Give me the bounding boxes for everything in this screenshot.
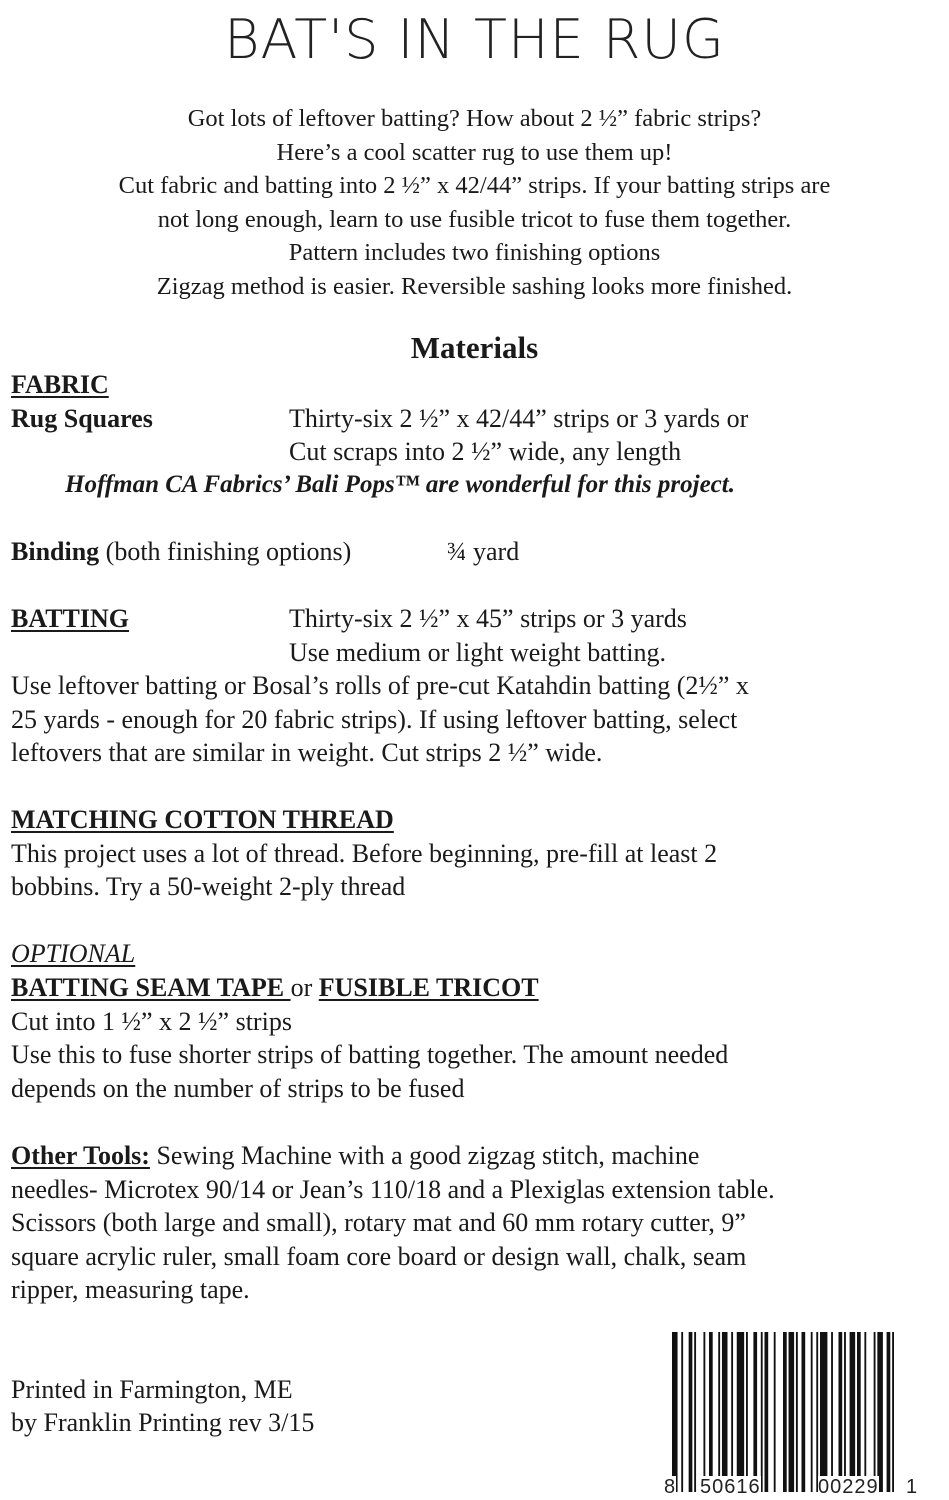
barcode-bar <box>718 1332 720 1492</box>
barcode-bar <box>789 1332 795 1492</box>
materials-heading: Materials <box>410 330 539 365</box>
batting-heading: BATTING <box>11 604 129 633</box>
barcode-bar <box>839 1332 843 1492</box>
tools-line: square acrylic ruler, small foam core board or design wall, chalk, seam <box>11 1242 747 1271</box>
other-tools-label: Other Tools: <box>11 1141 150 1170</box>
barcode-bar <box>761 1332 763 1492</box>
barcode-left-group: 50616 <box>700 1476 761 1498</box>
barcode-bar <box>737 1332 744 1492</box>
batting-seam-tape-label: BATTING SEAM TAPE <box>11 973 291 1002</box>
intro-line: Zigzag method is easier. Reversible sashing looks more finished. <box>156 272 793 300</box>
binding-row <box>11 537 611 567</box>
optional-note-line: Cut into 1 ½” x 2 ½” strips <box>11 1007 292 1036</box>
barcode-bar <box>892 1332 894 1492</box>
barcode-bar <box>857 1332 861 1492</box>
thread-note-line: bobbins. Try a 50-weight 2-ply thread <box>11 872 406 901</box>
batting-note-line: leftovers that are similar in weight. Cut strips 2 ½” wide. <box>11 738 603 767</box>
printer-line: by Franklin Printing rev 3/15 <box>11 1408 315 1437</box>
fabric-heading: FABRIC <box>11 370 109 399</box>
barcode-bar <box>709 1332 713 1492</box>
barcode-bar <box>689 1332 693 1492</box>
printer-line: Printed in Farmington, ME <box>11 1375 293 1404</box>
barcode-bar <box>820 1332 827 1492</box>
batting-spec: Thirty-six 2 ½” x 45” strips or 3 yards <box>289 604 687 633</box>
rug-squares-row <box>11 404 931 434</box>
rug-squares-spec-2: Cut scraps into 2 ½” wide, any length <box>289 437 682 466</box>
barcode-bar <box>722 1332 728 1492</box>
intro-line: Pattern includes two finishing options <box>288 239 661 267</box>
barcode-bar <box>811 1332 813 1492</box>
barcode-bar <box>783 1332 787 1492</box>
or-text: or <box>290 973 313 1002</box>
barcode-bar <box>694 1332 696 1492</box>
rug-squares-spec: Thirty-six 2 ½” x 42/44” strips or 3 yards or <box>289 404 749 433</box>
intro-paragraph <box>0 102 949 304</box>
intro-line: Here’s a cool scatter rug to use them up! <box>276 138 673 166</box>
barcode-bar <box>672 1332 678 1492</box>
thread-note-line: This project uses a lot of thread. Before beginning, pre-fill at least 2 <box>11 839 718 868</box>
intro-line: Got lots of leftover batting? How about 2 ½” fabric strips? <box>187 105 762 132</box>
barcode-right-group: 00229 <box>818 1476 879 1498</box>
barcode-bar <box>753 1332 757 1492</box>
optional-heading: OPTIONAL <box>11 939 136 968</box>
fusible-tricot-label: FUSIBLE TRICOT <box>318 973 539 1002</box>
binding-label: Binding <box>11 537 100 566</box>
barcode-bar <box>874 1332 876 1492</box>
tools-row <box>11 1141 699 1171</box>
barcode-bar <box>816 1332 818 1492</box>
tools-line: ripper, measuring tape. <box>11 1275 250 1304</box>
barcode-bar <box>774 1332 776 1492</box>
page-title: BAT'S IN THE RUG <box>224 8 725 71</box>
tools-text: Sewing Machine with a good zigzag stitch, machine <box>149 1141 700 1170</box>
binding-amount: ¾ yard <box>447 537 520 566</box>
barcode-bar <box>765 1332 769 1492</box>
batting-spec-2: Use medium or light weight batting. <box>289 638 666 667</box>
barcode-bar <box>796 1332 798 1492</box>
barcode-first-digit: 8 <box>664 1476 677 1498</box>
tools-line: Scissors (both large and small), rotary mat and 60 mm rotary cutter, 9” <box>11 1208 746 1237</box>
intro-line: not long enough, learn to use fusible tricot to fuse them together. <box>157 205 792 233</box>
rug-squares-label: Rug Squares <box>11 404 153 433</box>
barcode-bar <box>864 1332 866 1492</box>
barcode <box>662 1332 920 1492</box>
intro-line: Cut fabric and batting into 2 ½” x 42/44” strips. If your batting strips are <box>118 172 831 200</box>
barcode-bar <box>703 1332 705 1492</box>
optional-note-line: depends on the number of strips to be fused <box>11 1074 465 1103</box>
barcode-bar <box>746 1332 748 1492</box>
barcode-bar <box>844 1332 846 1492</box>
binding-qualifier: (both finishing options) <box>105 537 352 566</box>
barcode-bar <box>887 1332 891 1492</box>
batting-note-line: 25 yards - enough for 20 fabric strips). If using leftover batting, select <box>11 705 738 734</box>
fabric-note: Hoffman CA Fabrics’ Bali Pops™ are wonderful for this project. <box>65 471 735 498</box>
barcode-check-digit: 1 <box>906 1476 919 1498</box>
barcode-bar <box>802 1332 806 1492</box>
barcode-bar <box>681 1332 683 1492</box>
optional-items-row <box>11 973 539 1003</box>
optional-note-line: Use this to fuse shorter strips of batting together. The amount needed <box>11 1040 729 1069</box>
barcode-bar <box>877 1332 883 1492</box>
tools-line: needles- Microtex 90/14 or Jean’s 110/18 and a Plexiglas extension table. <box>11 1175 775 1204</box>
thread-heading: MATCHING COTTON THREAD <box>11 805 394 834</box>
batting-note-line: Use leftover batting or Bosal’s rolls of pre-cut Katahdin batting (2½” x <box>11 671 749 700</box>
barcode-bar <box>850 1332 856 1492</box>
barcode-bar <box>831 1332 833 1492</box>
barcode-bar <box>731 1332 733 1492</box>
